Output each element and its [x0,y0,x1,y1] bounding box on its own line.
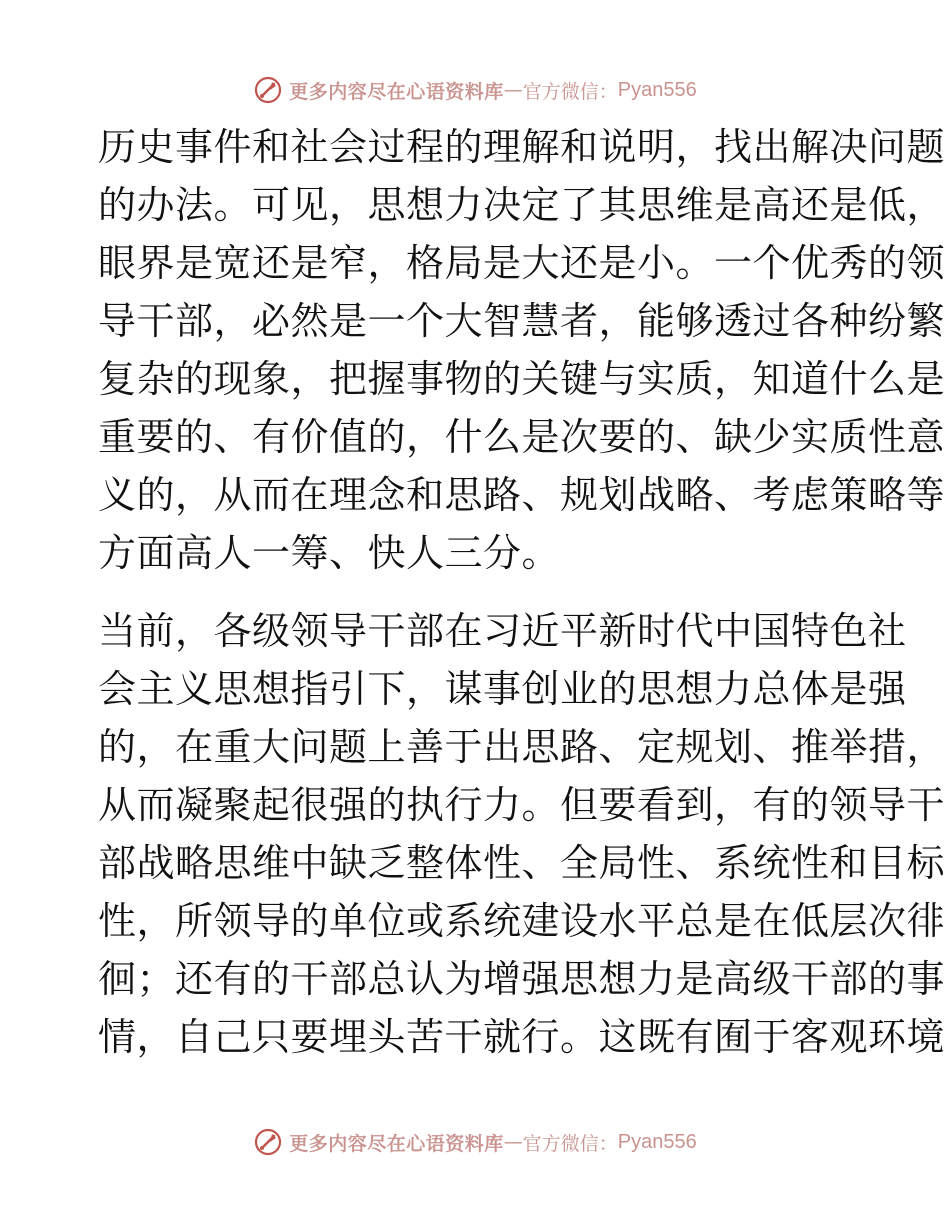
watermark-wechat-label: 官方微信： [522,80,618,103]
watermark-dash: — [503,1131,523,1153]
text-line: 部战略思维中缺乏整体性、全局性、系统性和目标 [98,841,946,885]
text-line: 眼界是宽还是窄，格局是大还是小。一个优秀的领 [98,241,946,285]
text-line: 的，在重大问题上善于出思路、定规划、推举措， [98,725,946,769]
text-line: 复杂的现象，把握事物的关键与实质，知道什么是 [98,357,946,401]
text-line: 情，自己只要埋头苦干就行。这既有囿于客观环境 [98,1015,946,1059]
text-line: 性，所领导的单位或系统建设水平总是在低层次徘 [98,899,946,943]
text-line: 徊；还有的干部总认为增强思想力是高级干部的事 [98,957,946,1001]
quill-pen-logo-icon [253,1127,283,1157]
footer-watermark [0,1124,950,1160]
text-line: 从而凝聚起很强的执行力。但要看到，有的领导干 [98,783,946,827]
text-line: 导干部，必然是一个大智慧者，能够透过各种纷繁 [98,299,946,343]
text-line: 会主义思想指引下，谋事创业的思想力总体是强 [98,667,907,711]
text-line: 义的，从而在理念和思路、规划战略、考虑策略等 [98,473,946,517]
text-line: 当前，各级领导干部在习近平新时代中国特色社 [98,609,907,653]
text-line: 历史事件和社会过程的理解和说明，找出解决问题 [98,125,946,169]
quill-pen-logo-icon [253,75,283,105]
watermark-site-text: 更多内容尽在心语资料库 [289,80,504,103]
text-line: 方面高人一筹、快人三分。 [98,531,561,575]
header-watermark [0,72,950,108]
watermark-wechat-label: 官方微信： [522,1132,618,1155]
text-line: 重要的、有价值的，什么是次要的、缺少实质性意 [98,415,946,459]
watermark-site-text: 更多内容尽在心语资料库 [289,1132,504,1155]
watermark-wechat-id: Pyan556 [617,78,697,101]
watermark-dash: — [503,79,523,101]
text-line: 的办法。可见，思想力决定了其思维是高还是低， [98,183,946,227]
watermark-wechat-id: Pyan556 [617,1130,697,1153]
